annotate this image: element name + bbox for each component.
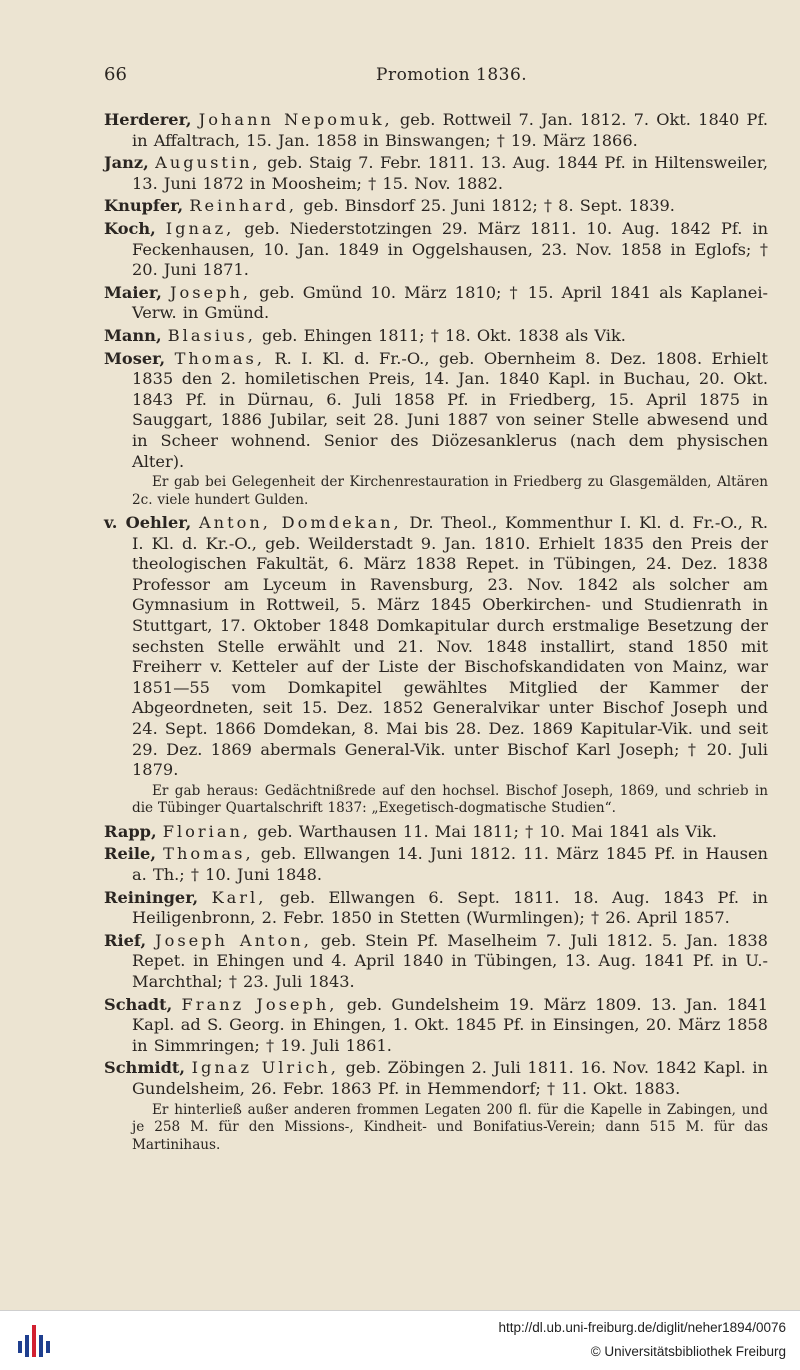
entry-text: geb. Ehingen 1811; † 18. Okt. 1838 als Vik.	[262, 325, 626, 345]
page-number: 66	[104, 64, 127, 85]
entry-surname: Janz,	[104, 153, 149, 173]
entry-given-name: Ignaz Ulrich,	[191, 1058, 339, 1078]
entry-text: geb. Zöbingen 2. Juli 1811. 16. Nov. 1842 Kapl. in Gundelsheim, 26. Febr. 1863 Pf. in Hemmendorf; † 11. Okt. 1883.	[132, 1058, 768, 1098]
entry-given-name: Blasius,	[167, 325, 256, 345]
entry-text: geb. Gmünd 10. März 1810; † 15. April 1841 als Kaplanei-Verw. in Gmünd.	[132, 282, 768, 323]
entry-given-name: Ignaz,	[165, 218, 235, 238]
entry-surname: v. Oehler,	[104, 513, 192, 533]
biography-entry	[104, 888, 768, 929]
entry-note: Er gab bei Gelegenheit der Kirchenrestauration in Friedberg zu Glasgemälden, Altären 2c. viele hundert Gulden.	[132, 474, 768, 508]
entry-surname: Maier,	[104, 282, 162, 302]
entry-surname: Knupfer,	[104, 196, 184, 216]
entry-text: R. I. Kl. d. Fr.-O., geb. Obernheim 8. Dez. 1808. Erhielt 1835 den 2. homiletischen Preis, 14. Jan. 1840 Kapl. in Buchau, 20. Okt. 1843 Pf. in Dürnau, 6. Juli 1858 Pf. in Friedberg, 15. April 1875 in Sauggart, 1886 Jubilar, seit 28. Juni 1887 von seiner Stelle abwesend und in Scheer wohnend. Senior des Diözesanklerus (nach dem physischen Alter).	[132, 348, 768, 471]
entry-surname: Koch,	[104, 218, 156, 238]
biography-entry	[104, 196, 768, 217]
entry-surname: Mann,	[104, 325, 162, 345]
biography-entry	[104, 1058, 768, 1099]
entry-text: geb. Rottweil 7. Jan. 1812. 7. Okt. 1840 Pf. in Affaltrach, 15. Jan. 1858 in Binswangen; † 19. März 1866.	[132, 110, 768, 150]
entry-given-name: Joseph,	[169, 282, 252, 302]
biography-entry	[104, 995, 768, 1057]
entry-text: Dr. Theol., Kommenthur I. Kl. d. Fr.-O., R. I. Kl. d. Kr.-O., geb. Weilderstadt 9. Jan. 1810. Erhielt 1835 den Preis der theologischen Fakultät, 6. März 1838 Repet. in Tübingen, 24. Dez. 1838 Professor am Lyceum in Ravensburg, 23. Nov. 1842 als solcher am Gymnasium in Rottweil, 5. März 1845 Oberkirchen- und Studienrath in Stuttgart, 17. Oktober 1848 Domkapitular durch erstmalige Besetzung der sechsten Stelle erwählt und 21. Nov. 1848 installirt, stand 1850 mit Freiherr v. Ketteler auf der Liste der Bischofskandidaten von Mainz, war 1851—55 vom Domkapitel gewähltes Mitglied der Kammer der Abgeordneten, seit 15. Dez. 1852 Generalvikar unter Bischof Joseph und 24. Sept. 1866 Domdekan, 8. Mai bis 28. Dez. 1869 Kapitular-Vik. und seit 29. Dez. 1869 abermals General-Vik. unter Bischof Karl Joseph; † 20. Juli 1879.	[132, 513, 768, 780]
biography-entry	[104, 822, 768, 843]
biography-entry	[104, 219, 768, 281]
entry-given-name: Franz Joseph,	[181, 994, 338, 1014]
entry-text: geb. Ellwangen 14. Juni 1812. 11. März 1845 Pf. in Hausen a. Th.; † 10. Juni 1848.	[132, 844, 768, 884]
page-header	[104, 64, 760, 88]
entry-surname: Rief,	[104, 930, 147, 950]
viewer-footer	[0, 1310, 800, 1370]
entry-text: geb. Warthausen 11. Mai 1811; † 10. Mai 1841 als Vik.	[257, 821, 717, 841]
entry-surname: Reile,	[104, 844, 156, 864]
running-title: Promotion 1836.	[376, 65, 528, 85]
biography-entry	[104, 283, 768, 324]
permalink-link[interactable]: http://dl.ub.uni-freiburg.de/diglit/neher1894/0076	[498, 1320, 786, 1335]
copyright-notice: © Universitätsbibliothek Freiburg	[590, 1344, 786, 1359]
entry-text: geb. Ellwangen 6. Sept. 1811. 18. Aug. 1843 Pf. in Heiligenbronn, 2. Febr. 1850 in Stetten (Wurmlingen); † 26. April 1857.	[132, 887, 768, 928]
entry-surname: Schadt,	[104, 994, 173, 1014]
entry-given-name: Joseph Anton,	[155, 930, 312, 950]
biography-entry	[104, 931, 768, 993]
entry-note: Er gab heraus: Gedächtnißrede auf den hochsel. Bischof Joseph, 1869, und schrieb in die Tübinger Quartalschrift 1837: „Exegetisch-dogmatische Studien“.	[132, 782, 768, 817]
entry-surname: Schmidt,	[104, 1058, 186, 1078]
biography-entry	[104, 110, 768, 151]
entry-given-name: Karl,	[211, 887, 267, 907]
entry-text: geb. Stein Pf. Maselheim 7. Juli 1812. 5. Jan. 1838 Repet. in Ehingen und 4. April 1840 in Tübingen, 13. Aug. 1841 Pf. in U.-Marchthal; † 23. Juli 1843.	[132, 930, 768, 991]
entry-given-name: Anton, Domdekan,	[198, 513, 402, 533]
entry-surname: Rapp,	[104, 821, 157, 841]
entry-text: geb. Gundelsheim 19. März 1809. 13. Jan. 1841 Kapl. ad S. Georg. in Ehingen, 1. Okt. 1845 Pf. in Einsingen, 20. März 1858 in Simmringen; † 19. Juli 1861.	[132, 994, 769, 1055]
biography-entry	[104, 326, 768, 347]
entry-given-name: Florian,	[162, 821, 252, 841]
ub-freiburg-logo-icon	[14, 1321, 54, 1361]
entry-text: geb. Binsdorf 25. Juni 1812; † 8. Sept. 1839.	[303, 196, 675, 216]
entry-surname: Moser,	[104, 348, 166, 368]
page-body	[104, 110, 768, 1158]
biography-entry	[104, 349, 768, 473]
biography-entry	[104, 844, 768, 885]
entry-given-name: Johann Nepomuk,	[198, 110, 393, 129]
entry-given-name: Thomas,	[174, 348, 265, 368]
entry-surname: Reininger,	[104, 887, 199, 907]
entry-note: Er hinterließ außer anderen frommen Legaten 200 fl. für die Kapelle in Zabingen, und je 258 M. für den Missions-, Kindheit- und Bonifatius-Verein; dann 515 M. für das Martinihaus.	[132, 1101, 768, 1153]
entry-given-name: Augustin,	[155, 153, 261, 173]
entry-given-name: Reinhard,	[189, 196, 298, 216]
entry-surname: Herderer,	[104, 110, 192, 129]
biography-entry	[104, 153, 768, 194]
entry-text: geb. Niederstotzingen 29. März 1811. 10. Aug. 1842 Pf. in Feckenhausen, 10. Jan. 1849 in Oggelshausen, 23. Nov. 1858 in Eglofs; † 20. Juni 1871.	[132, 218, 768, 280]
entry-text: geb. Staig 7. Febr. 1811. 13. Aug. 1844 Pf. in Hiltensweiler, 13. Juni 1872 in Moosheim; † 15. Nov. 1882.	[132, 153, 768, 193]
biography-entry	[104, 513, 768, 781]
entry-given-name: Thomas,	[163, 844, 254, 864]
